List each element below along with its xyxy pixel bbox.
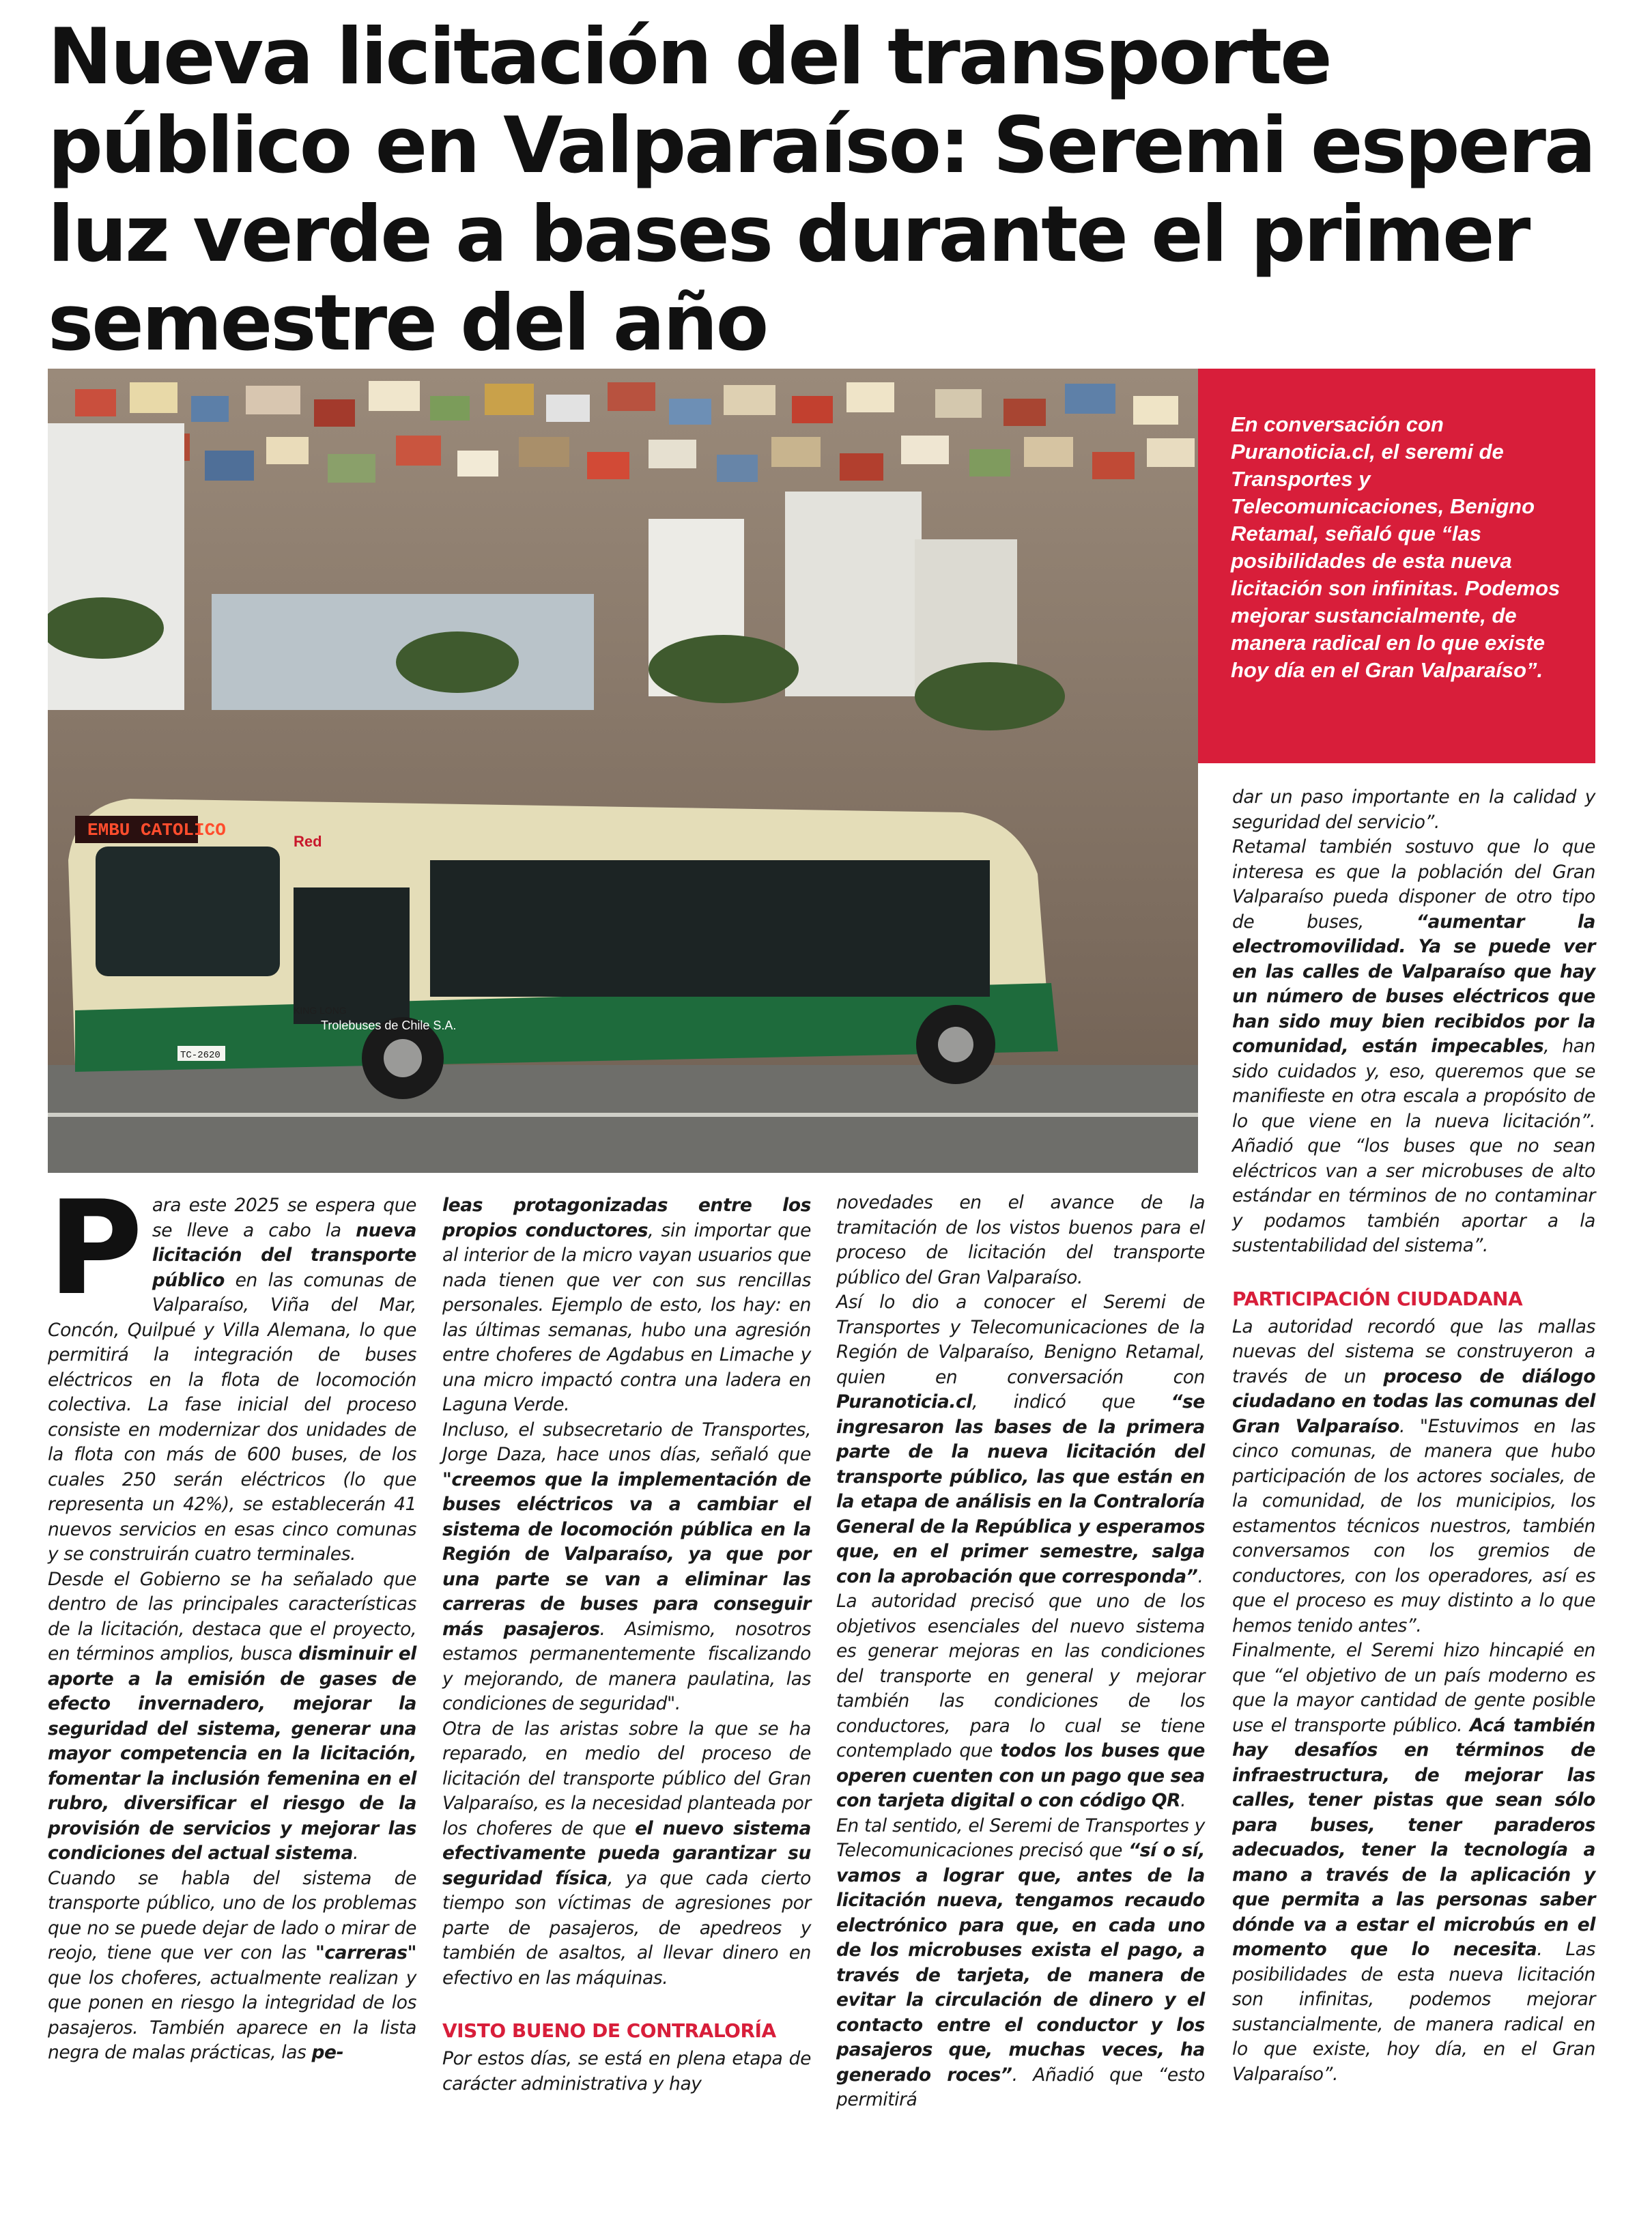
bold-run: el nuevo sistema efectivamente pueda garantizar su seguridad física — [442, 1817, 812, 1889]
col2-paragraph-1 — [442, 1193, 811, 1418]
text-run: Incluso, el subsecretario de Transportes, Jorge Daza, hace unos días, señaló que — [442, 1419, 811, 1465]
col2-paragraph-4 — [442, 2047, 811, 2097]
col3-paragraph-2 — [836, 1290, 1205, 1589]
article-column-2 — [442, 1193, 811, 2097]
subhead-visto-bueno: VISTO BUENO DE CONTRALORÍA — [442, 2019, 776, 2042]
text-run: ara este 2025 se espera que se lleve a cabo la — [152, 1195, 416, 1241]
text-run: Cuando se habla del sistema de transporte público, uno de los problemas que no se puede dejar de lado o mirar de reojo, tiene que ver con las — [48, 1867, 416, 1963]
col2-paragraph-2 — [442, 1418, 811, 1717]
text-run: . — [353, 1843, 359, 1864]
headline: Nueva licitación del transporte público en Valparaíso: Seremi espera luz verde a bases durante el primer semestre del año — [48, 12, 1595, 368]
text-run: novedades en el avance de la tramitación de los vistos buenos para el proceso de licitación del transporte público del Gran Valparaíso. — [836, 1192, 1205, 1288]
text-run: , ya que cada cierto tiempo son víctimas de agresiones por parte de pasajeros, de apedreos y también de asaltos, al llevar dinero en efectivo en las máquinas. — [442, 1867, 811, 1989]
road-line — [48, 1113, 1198, 1117]
bus-red-logo: Red — [294, 833, 322, 850]
text-run: Otra de las aristas sobre la que se ha reparado, en medio del proceso de licitación del transporte público del Gran Valparaíso, es la necesidad planteada por los choferes de que — [442, 1718, 811, 1839]
text-run: En tal sentido, el Seremi de Transportes y Telecomunicaciones precisó que — [836, 1815, 1205, 1861]
bold-run: Puranoticia.cl — [836, 1391, 973, 1412]
bold-run: pe- — [311, 2042, 344, 2063]
text-run: Así lo dio a conocer el Seremi de Transportes y Telecomunicaciones de la Región de Valparaíso, Benigno Retamal, quien en conversación con — [836, 1292, 1205, 1388]
text-run: en las comunas de Valparaíso, Viña del Mar, Concón, Quilpué y Villa Alemana, lo que permitirá la integración de buses eléctricos en la flota de locomoción colectiva. La fase inicial del proceso consiste en modernizar dos unidades de la flota con más de 600 buses, de los cuales 250 serán eléctricos (lo que representa un 42%), se establecerán 41 nuevos servicios en esas cinco comunas y se construirán cuatro terminales. — [48, 1269, 416, 1565]
text-run: que los choferes, actualmente realizan y que ponen en riesgo la integridad de los pasajeros. También aparece en la lista negra de malas prácticas, las — [48, 1967, 416, 2063]
bold-run: “sí o sí, vamos a lograr que, antes de la licitación nueva, tengamos recaudo electrónico para que, en cada uno de los microbuses exista el pago, a través de tarjeta, de manera de evitar la circulación de dinero y el contacto entre el conductor y los pasajeros que, muchas veces, ha generado roces” — [836, 1840, 1205, 2086]
text-run: , indicó que — [972, 1391, 1171, 1412]
subhead-participacion: PARTICIPACIÓN CIUDADANA — [1232, 1287, 1523, 1310]
text-run: La autoridad precisó que uno de los objetivos esenciales del nuevo sistema es generar mejoras en las condiciones del transporte en general y mejorar también las condiciones de los conductores, para lo cual se tiene contemplado que — [836, 1591, 1205, 1761]
bold-run: proceso de diálogo ciudadano en todas las comunas del Gran Valparaíso — [1232, 1365, 1595, 1437]
bus-route-sign: EMBU CATOLICO — [87, 820, 226, 840]
drop-cap: P — [48, 1173, 143, 1324]
col3-paragraph-3 — [836, 1589, 1205, 1814]
text-run: . "Estuvimos en las cinco comunas, de manera que hubo participación de los actores sociales, de la comunidad, de los municipios, los estamentos técnicos nuestros, también conversamos con los gremios de conductores, con los operadores, así es que el proceso es muy distinto a lo que hemos tenido antes”. — [1232, 1415, 1596, 1636]
bold-run: nueva licitación del transporte público — [152, 1219, 416, 1291]
article-column-4 — [1232, 785, 1595, 2087]
bus-operator-label: Trolebuses de Chile S.A. — [321, 1019, 457, 1032]
text-run: . Las posibilidades de esta nueva licitación son infinitas, podemos mejorar sustancialmente, de manera radical en lo que existe, hoy día, en el Gran Valparaíso”. — [1232, 1939, 1595, 2085]
text-run: . Asimismo, nosotros estamos permanentemente fiscalizando y mejorando, de manera paulatina, las condiciones de seguridad". — [442, 1618, 812, 1714]
text-run: . — [1197, 1565, 1204, 1587]
text-run: Por estos días, se está en plena etapa de carácter administrativa y hay — [442, 2048, 811, 2094]
bus-brand-label: KING LONG — [294, 1005, 347, 1016]
article-column-3 — [836, 1191, 1205, 2113]
pull-quote-text: En conversación con Puranoticia.cl, el seremi de Transportes y Telecomunicaciones, Benigno Retamal, señaló que “las posibilidades de esta nueva licitación son infinitas. Podemos mejorar sustancialmente, de manera radical en lo que existe hoy día en el Gran Valparaíso”. — [1231, 412, 1561, 682]
col3-paragraph-1 — [836, 1191, 1205, 1290]
col4-paragraph-2 — [1232, 835, 1595, 1259]
text-run: , sin importar que al interior de la micro vayan usuarios que nada tienen que ver con sus rencillas personales. Ejemplo de esto, los hay: en las últimas semanas, hubo una agresión entre choferes de Agdabus en Limache y una micro impactó contra una ladera en Laguna Verde. — [442, 1219, 811, 1415]
bold-run: “aumentar la electromovilidad. Ya se puede ver en las calles de Valparaíso que hay un número de buses eléctricos que han sido muy bien recibidos por la comunidad, están impecables — [1232, 911, 1596, 1057]
bold-run: "carreras" — [315, 1942, 416, 1963]
pull-quote-box — [1198, 369, 1595, 763]
text-run: dar un paso importante en la calidad y seguridad del servicio”. — [1232, 786, 1595, 833]
text-run: Retamal también sostuvo que lo que interesa es que la población del Gran Valparaíso pueda disponer de otro tipo de buses, — [1232, 836, 1595, 933]
col4-paragraph-3 — [1232, 1315, 1595, 1639]
bold-run: "creemos que la implementación de buses eléctricos va a cambiar el sistema de locomoción pública en la Región de Valparaíso, ya que por una parte se van a eliminar las carreras de buses para conseguir más pasajeros — [442, 1468, 811, 1640]
bus-photo-illustration — [48, 369, 1198, 1173]
col3-paragraph-4 — [836, 1814, 1205, 2113]
bus-plate-text: TC-2620 — [180, 1050, 220, 1061]
text-run: , han sido cuidados y, eso, queremos que se manifieste en otra escala a propósito de lo que viene en la nueva licitación”. Añadió que “los buses que no sean eléctricos van a ser microbuses de alto estándar en términos de no contaminar y podamos también aportar a la sustentabilidad del sistema”. — [1232, 1036, 1595, 1256]
bold-run: leas protagonizadas entre los propios conductores — [442, 1195, 811, 1241]
text-run: . Añadió que “esto permitirá — [836, 2064, 1205, 2110]
text-run: . — [1180, 1790, 1186, 1811]
article-column-1 — [48, 1173, 416, 2066]
text-run: Finalmente, el Seremi hizo hincapié en que “el objetivo de un país moderno es que la mayor cantidad de gente posible use el transporte público. — [1232, 1640, 1595, 1736]
col1-paragraph-2 — [48, 1567, 416, 1866]
col2-paragraph-3 — [442, 1717, 811, 1991]
bold-run: todos los buses que operen cuenten con un pago que sea con tarjeta digital o con código QR — [836, 1740, 1205, 1811]
bus-photo — [48, 369, 1198, 1173]
bold-run: disminuir el aporte a la emisión de gases de efecto invernadero, mejorar la seguridad del sistema, generar una mayor competencia en la licitación, fomentar la inclusión femenina en el rubro, diversificar el riesgo de la provisión de servicios y mejorar las condiciones del actual sistema — [48, 1643, 416, 1864]
col4-paragraph-1 — [1232, 785, 1595, 835]
bold-run: Acá también hay desafíos en términos de infraestructura, de mejorar las calles, tener pistas que sean sólo para buses, tener paraderos adecuados, tener la tecnología a mano a través de la aplicación y que permita a las personas saber dónde va a estar el microbús en el momento que lo necesita — [1232, 1714, 1595, 1960]
text-run: La autoridad recordó que las mallas nuevas del sistema se construyeron a través de un — [1232, 1316, 1595, 1387]
col4-paragraph-4 — [1232, 1638, 1595, 2087]
road — [48, 1065, 1198, 1173]
bold-run: “se ingresaron las bases de la primera parte de la nueva licitación del transporte público, las que están en la etapa de análisis en la Contraloría General de la República y esperamos que, en el primer semestre, salga con la aprobación que corresponda” — [836, 1391, 1205, 1587]
text-run: Desde el Gobierno se ha señalado que dentro de las principales características de la licitación, destaca que el proyecto, en términos amplios, busca — [48, 1568, 416, 1664]
col1-paragraph-3 — [48, 1866, 416, 2066]
